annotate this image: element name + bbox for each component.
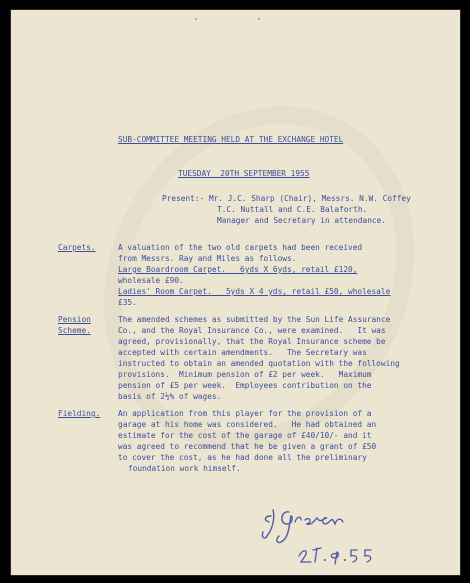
typed-minutes	[11, 10, 460, 575]
carpets-line: from Messrs. Ray and Miles as follows.	[118, 254, 297, 263]
section-label-scheme: Scheme.	[58, 326, 91, 335]
present-line-1: Present:- Mr. J.C. Sharp (Chair), Messrs. N.W. Coffey	[162, 194, 411, 203]
fielding-line: garage at his home was considered. He had obtained an	[118, 420, 377, 429]
pension-line: pension of £5 per week. Employees contribution on the	[118, 381, 372, 390]
pension-line: accepted with certain amendments. The Secretary was	[118, 348, 367, 357]
pension-line: instructed to obtain an amended quotation with the following	[118, 359, 400, 368]
section-label-carpets: Carpets.	[58, 243, 96, 252]
fielding-line: estimate for the cost of the garage of £40/10/- and it	[118, 431, 372, 440]
carpets-line: Large Boardroom Carpet. 6yds X 6yds, retail £120,	[118, 265, 358, 274]
carpets-line: £35.	[118, 298, 137, 307]
fielding-line: An application from this player for the provision of a	[118, 409, 372, 418]
pension-line: provisions. Minimum pension of £2 per week. Maximum	[118, 370, 372, 379]
pension-line: agreed, provisionally, that the Royal Insurance scheme be	[118, 337, 386, 346]
pension-line: basis of 2½% of wages.	[118, 392, 222, 401]
section-label-pension: Pension	[58, 315, 91, 324]
fielding-line: to cover the cost, as he had done all the preliminary	[118, 453, 367, 462]
section-label-fielding: Fielding.	[58, 409, 101, 418]
carpets-line: Ladies' Room Carpet. 5yds X 4 yds, retail £50, wholesale	[118, 287, 391, 296]
document-page	[10, 9, 461, 576]
present-line-3: Manager and Secretary in attendance.	[217, 216, 386, 225]
fielding-line: foundation work himself.	[128, 464, 241, 473]
pension-line: Co., and the Royal Insurance Co., were examined. It was	[118, 326, 386, 335]
meeting-heading: SUB-COMMITTEE MEETING HELD AT THE EXCHANGE HOTEL	[118, 135, 344, 144]
carpets-line: wholesale £90.	[118, 276, 184, 285]
carpets-line: A valuation of the two old carpets had been received	[118, 243, 363, 252]
meeting-date: TUESDAY 20TH SEPTEMBER 1955	[178, 169, 310, 178]
present-line-2: T.C. Nuttall and C.E. Balaforth.	[217, 205, 368, 214]
handwritten-signature	[259, 498, 389, 568]
fielding-line: was agreed to recommend that he be given a grant of £50	[118, 442, 377, 451]
pension-line: The amended schemes as submitted by the Sun Life Assurance	[118, 315, 391, 324]
